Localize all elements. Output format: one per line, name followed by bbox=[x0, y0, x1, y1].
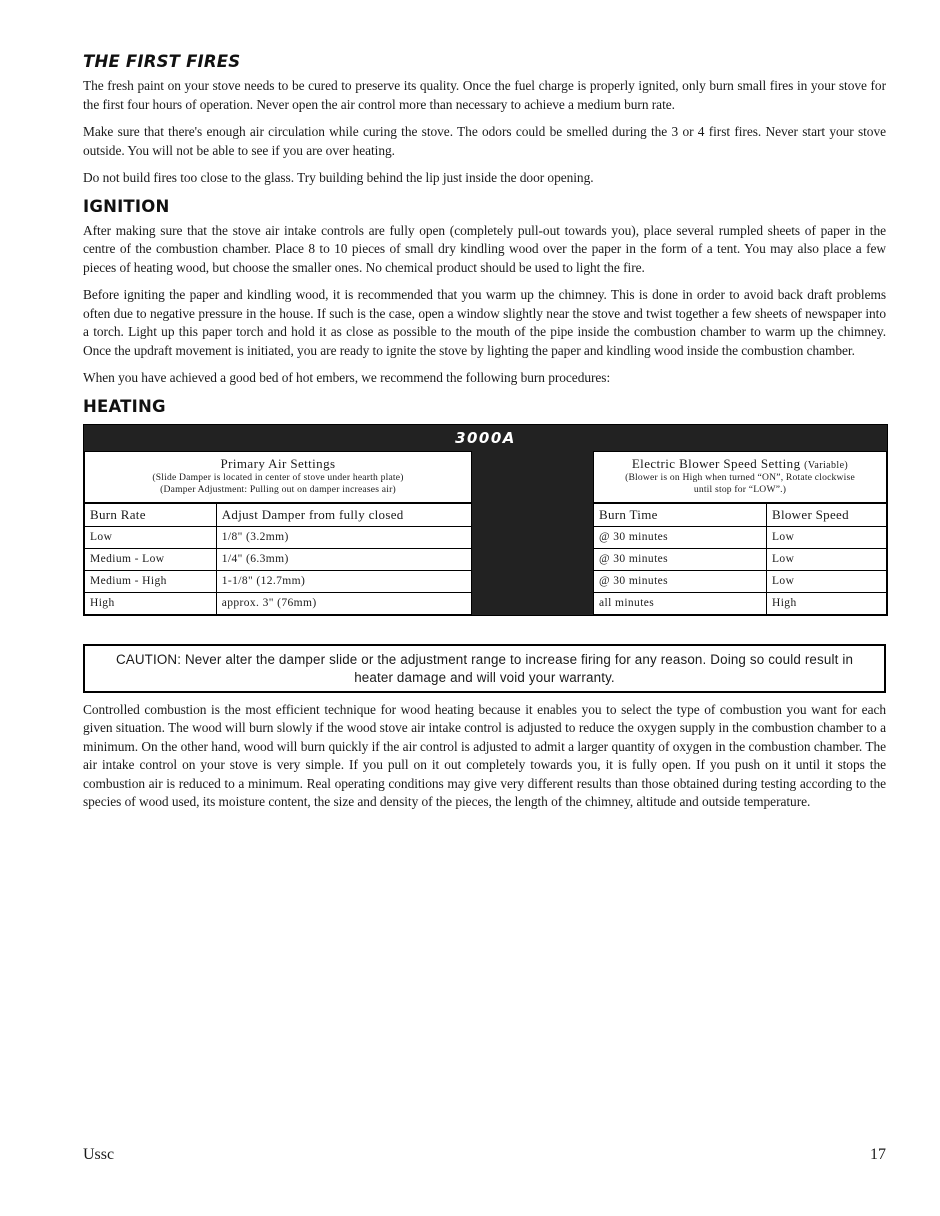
controlled-combustion-paragraph: Controlled combustion is the most efficient technique for wood heating because it enables you to select the type of combustion you want for each given situation. The wood will burn slowly if the wood stove air intake control is adjusted to reduce the oxygen supply in the combustion chamber to a minimum. On the other hand, wood will burn quickly if the air control is adjusted to admit a larger quantity of oxygen in the combustion chamber. The air intake control on your stove is very simple. If you pull on it out completely towards you, it is fully open. If you push on it until it stops the combustion air is reduced to a minimum. Real operating conditions may give very different results than those obtained during testing according to the species of wood used, its moisture content, the size and density of the pieces, the length of the chimney, altitude and outside temperature. bbox=[83, 701, 886, 809]
table-row bbox=[85, 592, 472, 614]
primary-air-title: Primary Air Settings bbox=[220, 455, 336, 471]
burn-time-cell: all minutes bbox=[594, 592, 767, 614]
table-title: 3000A bbox=[84, 425, 887, 451]
damper-cell: 1-1/8" (12.7mm) bbox=[216, 570, 471, 592]
column-header-blower-speed: Blower Speed bbox=[767, 503, 887, 526]
blower-title bbox=[594, 456, 886, 472]
blower-speed-cell: Low bbox=[767, 570, 887, 592]
table-row bbox=[594, 526, 887, 548]
first-fires-paragraph-1: The fresh paint on your stove needs to be cured to preserve its quality. Once the fuel charge is properly ignited, only burn small fires in your stove for the first four hours of operation. Never open the air control more than necessary to achieve a medium burn rate. bbox=[83, 78, 886, 112]
table-row bbox=[85, 570, 472, 592]
column-header-burn-time: Burn Time bbox=[594, 503, 767, 526]
ignition-paragraph-1: After making sure that the stove air intake controls are fully open (completely pull-out towards you), place several rumpled sheets of paper in the centre of the combustion chamber. Place 8 to 10 pieces of small dry kindling wood over the paper in the form of a tent. You may also place a few pieces of heating wood, but choose the smaller ones. No chemical product should be used to light the fire. bbox=[83, 222, 886, 275]
table-row bbox=[594, 592, 887, 614]
burn-time-cell: @ 30 minutes bbox=[594, 526, 767, 548]
table-row bbox=[85, 526, 472, 548]
blower-speed-cell: Low bbox=[767, 526, 887, 548]
burn-time-cell: @ 30 minutes bbox=[594, 570, 767, 592]
primary-air-settings bbox=[84, 451, 472, 615]
blower-title-variable: (Variable) bbox=[804, 459, 849, 471]
first-fires-paragraph-3: Do not build fires too close to the glass. Try building behind the lip just inside the door opening. bbox=[83, 170, 594, 185]
column-header-adjust-damper: Adjust Damper from fully closed bbox=[216, 503, 471, 526]
settings-table bbox=[83, 424, 888, 616]
damper-cell: 1/4" (6.3mm) bbox=[216, 548, 471, 570]
blower-grid bbox=[593, 503, 887, 615]
document-page bbox=[83, 52, 886, 821]
burn-rate-cell: Medium - Low bbox=[85, 548, 217, 570]
heading-ignition: IGNITION bbox=[83, 196, 170, 216]
blower-speed-settings bbox=[593, 451, 887, 615]
primary-air-grid bbox=[84, 503, 472, 615]
burn-time-cell: @ 30 minutes bbox=[594, 548, 767, 570]
primary-air-note-1: (Slide Damper is located in center of stove under hearth plate) bbox=[152, 471, 404, 483]
primary-air-note-2: (Damper Adjustment: Pulling out on damper increases air) bbox=[160, 484, 396, 495]
blower-header bbox=[593, 451, 887, 503]
blower-note-1: (Blower is on High when turned “ON”, Rotate clockwise bbox=[625, 471, 855, 483]
column-header-burn-rate: Burn Rate bbox=[85, 503, 217, 526]
table-row bbox=[85, 548, 472, 570]
ignition-paragraph-3: When you have achieved a good bed of hot embers, we recommend the following burn procedures: bbox=[83, 370, 611, 385]
caution-box: CAUTION: Never alter the damper slide or the adjustment range to increase firing for any reason. Doing so could result in heater damage and will void your warranty. bbox=[83, 644, 886, 693]
ignition-paragraph-2: Before igniting the paper and kindling wood, it is recommended that you warm up the chimney. This is done in order to avoid back draft problems often due to negative pressure in the house. If such is the case, open a window slightly near the stove and twist together a few sheets of newspaper into a torch. Light up this paper torch and hold it as close as possible to the mouth of the pipe inside the combustion chamber to warm up the chimney. Once the updraft movement is initiated, you are ready to ignite the stove by lighting the paper and kindling wood inside the combustion chamber. bbox=[83, 287, 886, 358]
heading-first-fires: THE FIRST FIRES bbox=[83, 52, 241, 71]
damper-cell: approx. 3" (76mm) bbox=[216, 592, 471, 614]
heading-heating: HEATING bbox=[83, 396, 166, 416]
first-fires-paragraph-2: Make sure that there's enough air circulation while curing the stove. The odors could be smelled during the 3 or 4 first fires. Never start your stove outside. You will not be able to see if you are over heating. bbox=[83, 124, 886, 158]
table-row bbox=[594, 570, 887, 592]
burn-rate-cell: Medium - High bbox=[85, 570, 217, 592]
blower-title-text: Electric Blower Speed Setting bbox=[631, 455, 801, 471]
burn-rate-cell: Low bbox=[85, 526, 217, 548]
damper-cell: 1/8" (3.2mm) bbox=[216, 526, 471, 548]
footer-brand: Ussc bbox=[83, 1146, 115, 1163]
blower-speed-cell: High bbox=[767, 592, 887, 614]
burn-rate-cell: High bbox=[85, 592, 217, 614]
primary-air-header bbox=[84, 451, 472, 503]
blower-speed-cell: Low bbox=[767, 548, 887, 570]
page-number: 17 bbox=[870, 1146, 886, 1163]
table-row bbox=[594, 548, 887, 570]
blower-note-2: until stop for “LOW”.) bbox=[693, 484, 787, 495]
